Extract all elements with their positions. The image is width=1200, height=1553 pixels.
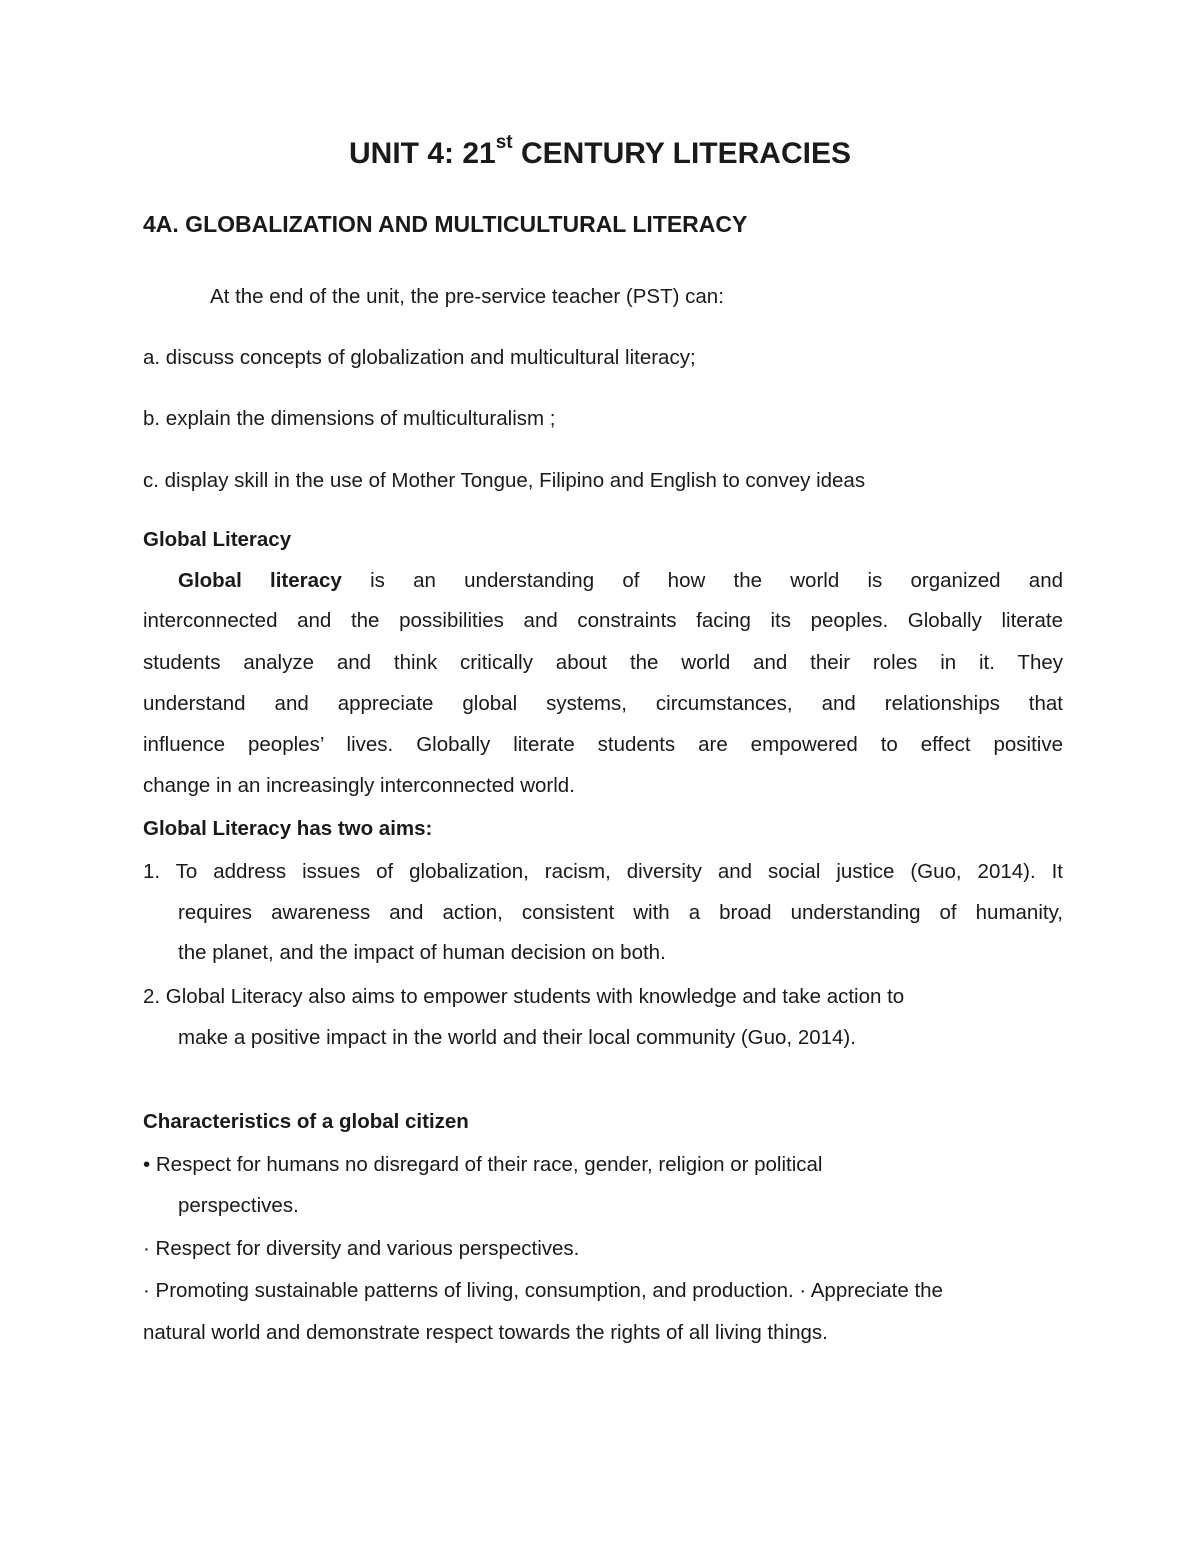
paragraph-text: is an understanding of how the world is organized and xyxy=(341,569,1064,592)
citizen-bullet-1: • Respect for humans no disregard of their race, gender, religion or political xyxy=(143,1153,823,1176)
title-text-suffix: CENTURY LITERACIES xyxy=(512,137,851,170)
global-literacy-line-4: understand and appreciate global systems, circumstances, and relationships that xyxy=(143,692,1063,715)
citizen-heading: Characteristics of a global citizen xyxy=(143,1110,469,1133)
global-literacy-line-1 xyxy=(178,569,1063,593)
objective-a: a. discuss concepts of globalization and multicultural literacy; xyxy=(143,346,696,369)
title-superscript: st xyxy=(495,132,513,153)
citizen-bullet-3: · Promoting sustainable patterns of living, consumption, and production. · Appreciate the xyxy=(143,1279,943,1302)
global-literacy-line-2: interconnected and the possibilities and constraints facing its peoples. Globally literate xyxy=(143,609,1063,632)
aim-1-line-2: requires awareness and action, consistent with a broad understanding of humanity, xyxy=(178,901,1063,924)
aim-1-line-3: the planet, and the impact of human decision on both. xyxy=(178,941,666,964)
page-title xyxy=(0,132,1200,171)
global-literacy-term: Global literacy xyxy=(178,569,342,592)
aim-2-line-1: 2. Global Literacy also aims to empower students with knowledge and take action to xyxy=(143,985,905,1008)
citizen-bullet-1-cont: perspectives. xyxy=(178,1194,299,1217)
citizen-bullet-2: · Respect for diversity and various perspectives. xyxy=(143,1237,580,1260)
objective-b: b. explain the dimensions of multiculturalism ; xyxy=(143,407,556,430)
section-heading: 4A. GLOBALIZATION AND MULTICULTURAL LITERACY xyxy=(143,211,748,237)
aim-2-line-2: make a positive impact in the world and their local community (Guo, 2014). xyxy=(178,1026,856,1049)
title-text: UNIT 4: 21 xyxy=(349,137,496,170)
aim-1-line-1: 1. To address issues of globalization, racism, diversity and social justice (Guo, 2014). It xyxy=(143,860,1063,883)
global-literacy-line-5: influence peoples’ lives. Globally literate students are empowered to effect positive xyxy=(143,733,1063,756)
global-literacy-heading: Global Literacy xyxy=(143,528,292,551)
citizen-bullet-3-cont: natural world and demonstrate respect towards the rights of all living things. xyxy=(143,1321,828,1344)
global-literacy-line-6: change in an increasingly interconnected world. xyxy=(143,774,575,797)
global-literacy-line-3: students analyze and think critically about the world and their roles in it. They xyxy=(143,651,1063,674)
objective-c: c. display skill in the use of Mother Tongue, Filipino and English to convey ideas xyxy=(143,469,866,492)
aims-heading: Global Literacy has two aims: xyxy=(143,817,433,840)
objectives-intro: At the end of the unit, the pre-service teacher (PST) can: xyxy=(210,285,724,308)
